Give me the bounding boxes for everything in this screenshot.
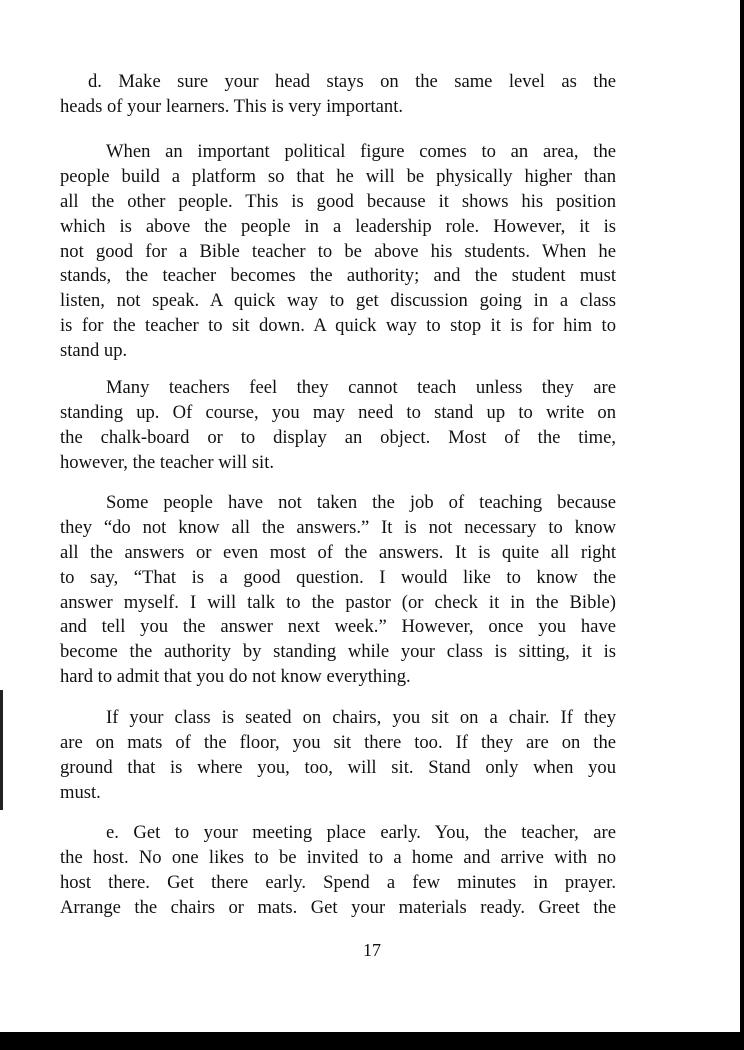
text-line: stand up.: [60, 340, 128, 362]
text-line: however, the teacher will sit.: [60, 451, 275, 473]
text-line: e. Get to your meeting place early. You, the teacher, are: [106, 822, 616, 843]
text-line: is for the teacher to sit down. A quick way to stop it is for him to: [60, 315, 616, 337]
text-line: When an important political figure comes to an area, the: [106, 141, 616, 162]
text-line: must.: [60, 781, 101, 803]
text-line: the host. No one likes to be invited to a home and arrive with no: [60, 846, 616, 868]
paragraph: [60, 706, 616, 806]
scan-border-right: [740, 0, 744, 1050]
page-number: 17: [363, 940, 381, 960]
text-line: which is above the people in a leadership role. However, it is: [60, 215, 616, 237]
text-line: people build a platform so that he will be physically higher than: [60, 165, 616, 187]
text-line: are on mats of the floor, you sit there too. If they are on the: [60, 731, 616, 753]
text-line: to say, “That is a good question. I would like to know the: [60, 566, 616, 588]
paragraph: [60, 491, 616, 690]
text-line: stands, the teacher becomes the authority; and the student must: [60, 265, 616, 287]
text-line: the chalk-board or to display an object. Most of the time,: [60, 426, 616, 448]
text-line: heads of your learners. This is very important.: [60, 95, 404, 117]
text-line: Many teachers feel they cannot teach unless they are: [106, 377, 616, 398]
text-line: not good for a Bible teacher to be above his students. When he: [60, 240, 616, 262]
text-line: listen, not speak. A quick way to get discussion going in a class: [60, 290, 616, 312]
text-line: Arrange the chairs or mats. Get your materials ready. Greet the: [60, 896, 616, 918]
text-line: all the answers or even most of the answers. It is quite all right: [60, 541, 616, 563]
text-line: host there. Get there early. Spend a few minutes in prayer.: [60, 871, 616, 893]
text-line: Some people have not taken the job of teaching because: [106, 492, 616, 513]
text-line: become the authority by standing while your class is sitting, it is: [60, 641, 616, 663]
paragraph: [60, 376, 616, 476]
text-line: hard to admit that you do not know everything.: [60, 666, 411, 688]
paragraph: [60, 821, 616, 921]
text-line: ground that is where you, too, will sit. Stand only when you: [60, 756, 616, 778]
text-line: standing up. Of course, you may need to stand up to write on: [60, 401, 616, 423]
paragraph: [60, 70, 616, 120]
paragraph: [60, 140, 616, 364]
text-line: If your class is seated on chairs, you sit on a chair. If they: [106, 707, 616, 728]
scan-border-bottom: [0, 1032, 744, 1050]
text-line: they “do not know all the answers.” It is not necessary to know: [60, 516, 616, 538]
text-line: all the other people. This is good because it shows his position: [60, 190, 616, 212]
text-line: answer myself. I will talk to the pastor (or check it in the Bible): [60, 591, 616, 613]
text-line: d. Make sure your head stays on the same level as the: [88, 71, 616, 92]
text-line: and tell you the answer next week.” However, once you have: [60, 616, 616, 638]
scan-border-left: [0, 690, 3, 810]
